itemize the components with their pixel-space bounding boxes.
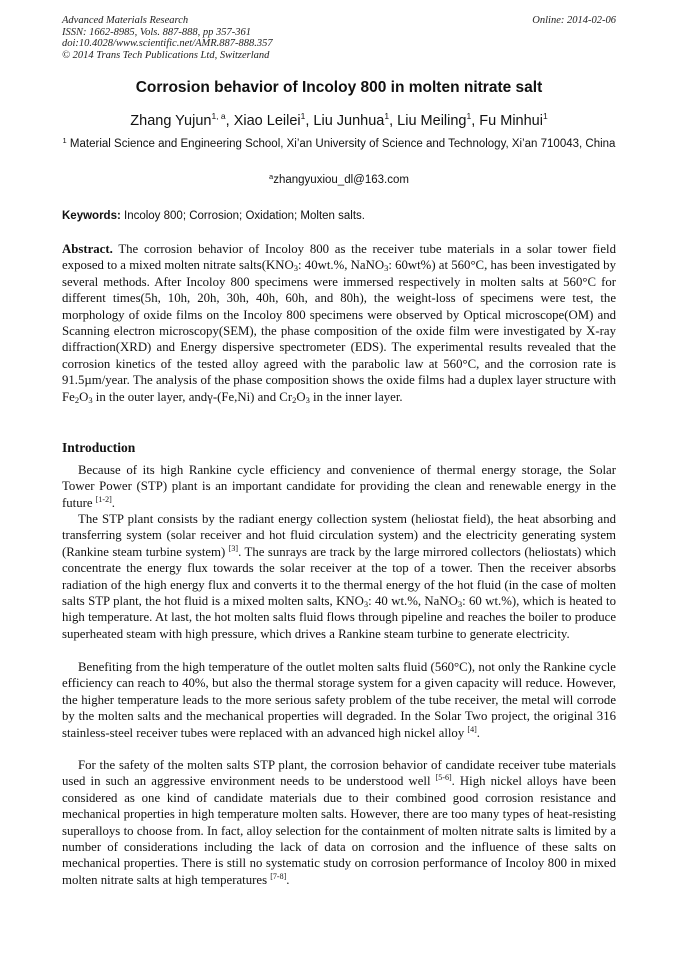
paragraph-text: . High nickel alloys have been considered as one kind of candidate materials due to their combined good corrosion resistance and mechanical properties in high temperature molten salts. However, there are too many types of heat-resisting superalloys to choose from. In fact, alloy selection for the containment of molten nitrate salts is limited by a number of considerations including the lack of data on corrosion and the influence of these salts on mechanical properties. There is still no systematic study on corrosion performance of Incoloy 800 in mixed molten nitrate salts at high temperatures [62,774,617,887]
paragraph-text: . [476,725,480,740]
citation-ref[interactable]: [1-2] [95,494,112,504]
author-name: Zhang Yujun [130,113,212,129]
abstract-text: : 40wt.%, NaNO [298,258,385,273]
abstract [62,241,616,405]
affiliation [62,137,616,153]
paper-title: Corrosion behavior of Incoloy 800 in molten nitrate salt [135,79,543,96]
section-heading: Introduction [62,440,136,455]
abstract-text: The corrosion behavior of Incoloy 800 as the receiver tube materials in a solar tower field exposed to a mixed molten nitrate salts(KNO [62,242,616,273]
intro-paragraph-2 [62,511,616,642]
author-email [0,174,678,186]
copyright-line: © 2014 Trans Tech Publications Ltd, Switzerland [62,49,270,61]
subscript: 3 [363,599,369,610]
author-affiliation-mark: 1 [384,111,390,121]
paragraph-text: For the safety of the molten salts STP plant, the corrosion behavior of candidate receiver tube materials used in such an aggressive environment needs to be understood well [62,758,616,789]
author-affiliation-mark: 1 [466,111,472,121]
citation-ref[interactable]: [4] [467,724,477,734]
paragraph-text: : 40 wt.%, NaNO [368,594,458,609]
paragraph-text: : 60 wt.%), which is heated to high temperature. At last, the hot molten salts fluid flows through pipeline and reaches the boiler to produce superheated steam with high pressure, which drives a Rankine steam turbine to generate electricity. [62,594,616,641]
intro-paragraph-3 [62,659,616,741]
online-date: Online: 2014-02-06 [532,15,616,26]
journal-name: Advanced Materials Research [62,15,189,26]
subscript: 3 [88,394,93,405]
abstract-label: Abstract. [62,242,113,256]
author-affiliation-mark: 1, a [211,111,226,121]
paragraph-text: The STP plant consists by the radiant energy collection system (heliostat field), the heat absorbing and transferring system (solar receiver and hot fluid circulation system) and the electricity generating system (Rankine steam turbine system) [62,512,616,559]
subscript: 3 [457,599,463,610]
citation-ref[interactable]: [5-6] [435,773,452,783]
affiliation-text: Material Science and Engineering School, Xi’an University of Science and Technology, Xi’an 710043, China [69,138,616,150]
author-name: Liu Junhua [313,113,385,129]
author-affiliation-mark: 1 [300,111,306,121]
abstract-text: in the inner layer. [309,389,403,404]
issn-line: ISSN: 1662-8985, Vols. 887-888, pp 357-361 [62,26,251,38]
author-name: Fu Minhui [479,113,543,129]
abstract-text: : 60wt%) at 560°C, has been investigated by several methods. After Incoloy 800 specimens were immersed respectively in molten salts at 560°C for different times(5h, 10h, 20h, 30h, 40h, 60h, and 80h), the weight-loss of specimens were test, the morphology of oxide films on the Incoloy 800 specimens were observed by Optical microscope(OM) and Scanning electron microscopy(SEM), the phase composition of the oxide film were investigated by X-ray diffraction(XRD) and Energy dispersive spectrometer (EDS). The experimental results revealed that the corrosion kinetics of the tested alloy agreed with the parabolic law at 560°C, and the corrosion rate is 91.5µm/year. The analysis of the phase composition shows the oxide films had a duplex layer structure with Fe [62,258,616,404]
author-name: Xiao Leilei [233,113,301,129]
paragraph-text: . [286,872,290,887]
doi-line: doi:10.4028/www.scientific.net/AMR.887-888.357 [62,38,273,50]
keywords [62,210,616,222]
author-affiliation-mark: 1 [542,111,548,121]
author-name: Liu Meiling [397,113,467,129]
paragraph-text: Benefiting from the high temperature of the outlet molten salts fluid (560°C), not only the Rankine cycle efficiency can reach to 40%, but also the thermal storage system for a given capacity will reduce. However, the higher temperature leads to the more serious safety problem of the tube receiver, the metal will corrode by the molten salts and the mechanical properties will degraded. In the Solar Two project, the original 316 stainless-steel receiver tubes were replaced with an advanced high nickel alloy [62,660,616,740]
keywords-label: Keywords: [62,210,121,222]
subscript: 3 [305,394,310,405]
citation-ref[interactable]: [7-8] [270,871,287,881]
subscript: 3 [384,263,389,274]
author-list: Zhang Yujun$^{1, a}$, Xiao Leilei$^1$, Liu Junhua$^1$, Liu Meiling$^1$, Fu Minhui$^1$ [130,111,548,129]
paragraph-text: Because of its high Rankine cycle efficiency and convenience of thermal energy storage, the Solar Tower Power (STP) plant is an important candidate for providing the clean and renewable energy in the future [62,463,616,510]
abstract-text: O [296,389,306,404]
paragraph-text: . [111,495,115,510]
abstract-text: O [79,389,89,404]
publication-header [62,15,273,61]
citation-ref[interactable]: [3] [228,543,239,553]
intro-paragraph-4 [62,757,616,888]
paragraph-text: . The sunrays are track by the large mirrored collectors (heliostats) which concentrate the energy flux towards the solar receiver at the top of a tower. Then the receiver absorbs radiation of the high energy flux and converts it to the thermal energy of the hot fluid (in the case of molten salts STP plant, the hot fluid is a mixed molten salts, KNO [62,544,616,609]
subscript: 2 [74,394,80,405]
email-address[interactable]: zhangyuxiou_dl@163.com [273,174,409,186]
subscript: 2 [292,394,297,405]
intro-paragraph-1 [62,462,616,511]
keywords-text: Incoloy 800; Corrosion; Oxidation; Molten salts. [124,210,365,222]
email-mark: a [269,172,274,181]
affiliation-mark: 1 [62,136,67,145]
subscript: 3 [293,263,299,274]
abstract-text: in the outer layer, andγ-(Fe,Ni) and Cr [92,389,293,404]
